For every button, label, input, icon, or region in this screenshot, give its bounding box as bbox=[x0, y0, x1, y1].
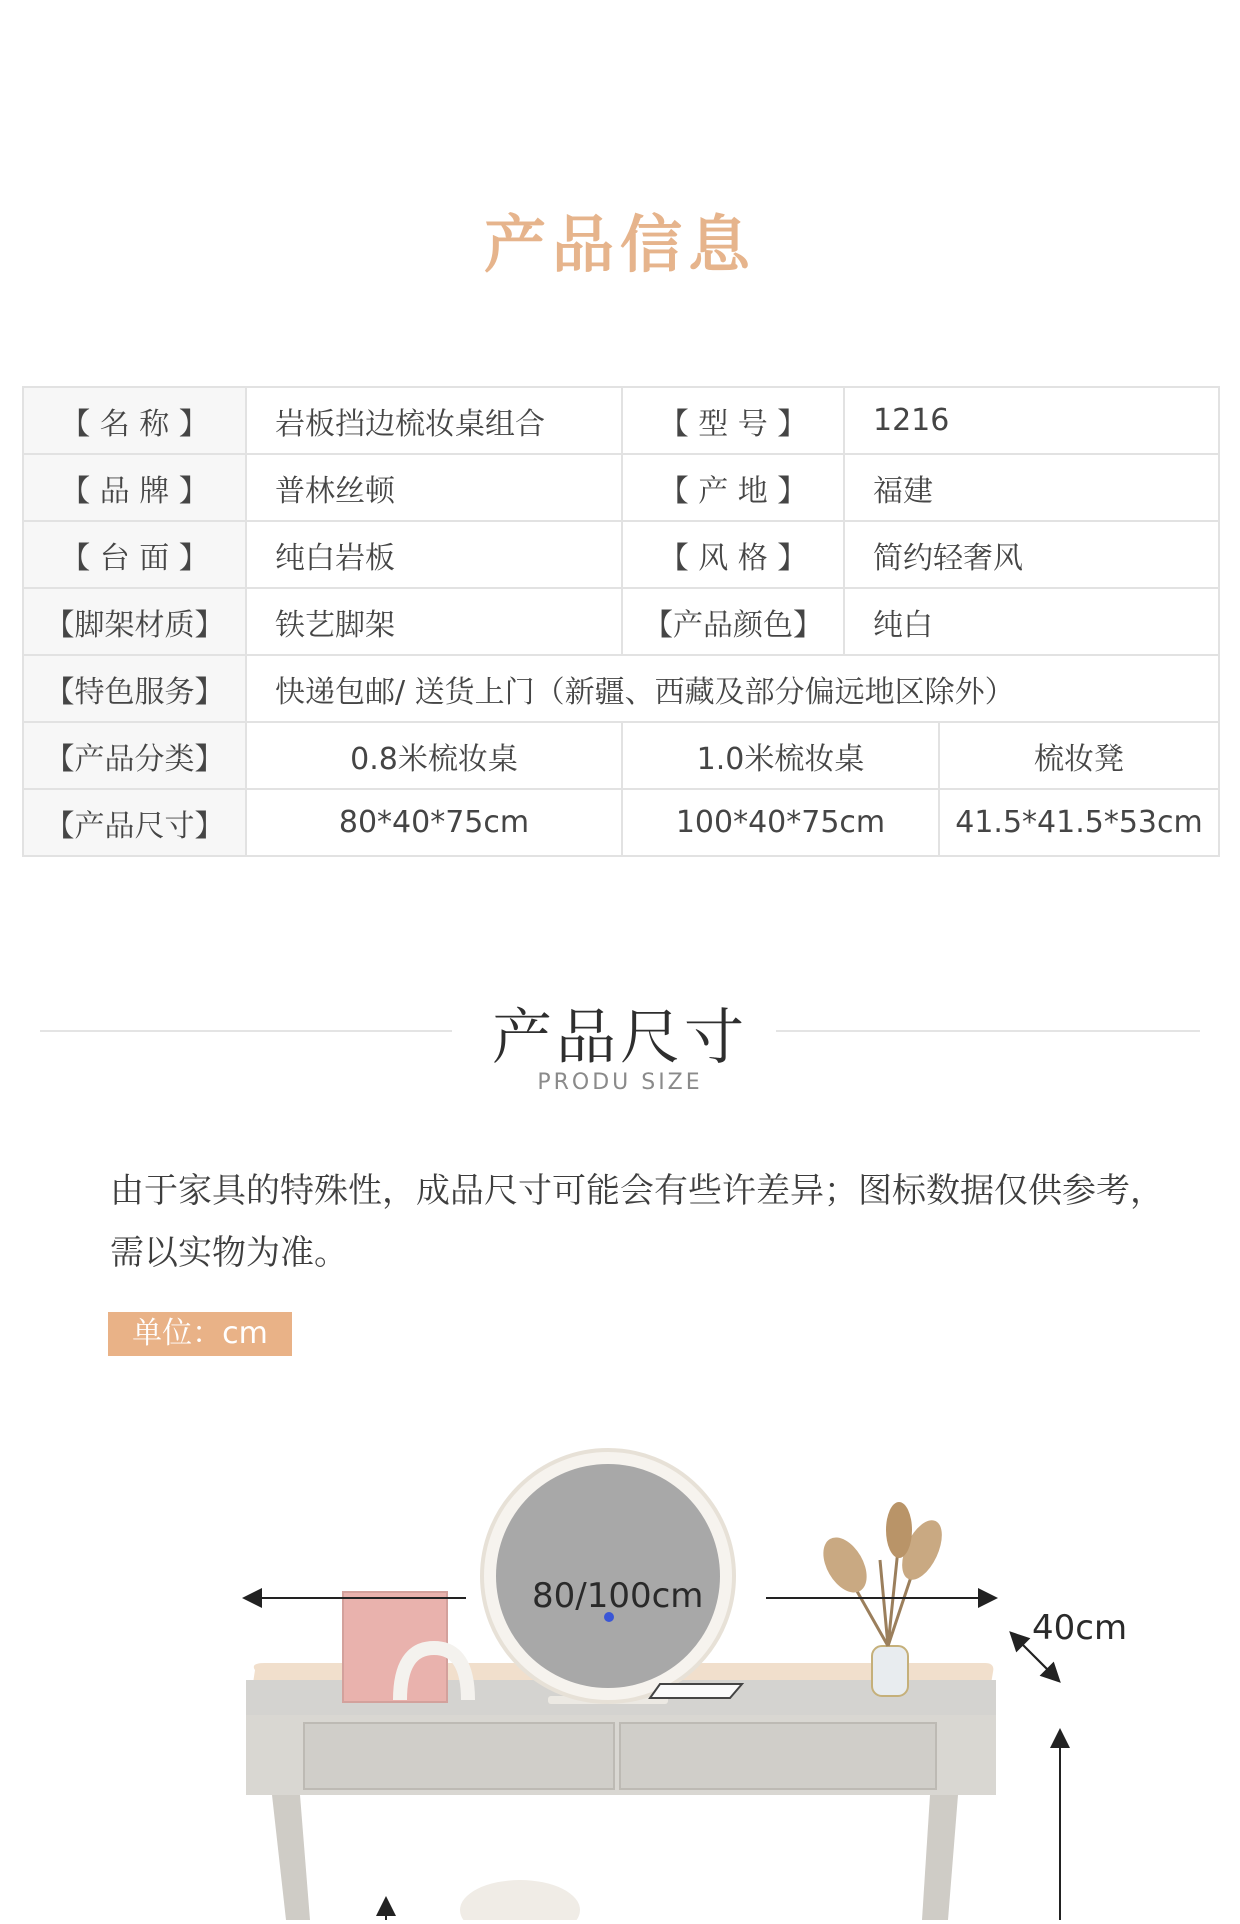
spec-size-value: 80*40*75cm bbox=[246, 789, 622, 856]
spec-value-service: 快递包邮/ 送货上门（新疆、西藏及部分偏远地区除外） bbox=[246, 655, 1219, 722]
spec-value-color: 纯白 bbox=[844, 588, 1219, 655]
width-dimension-label: 80/100cm bbox=[532, 1576, 704, 1616]
product-info-title: 产品信息 bbox=[483, 208, 756, 281]
table-row bbox=[23, 789, 1219, 856]
spec-value-name: 岩板挡边梳妆桌组合 bbox=[246, 387, 622, 454]
product-illustration bbox=[0, 1380, 1240, 1920]
spec-category-value: 1.0米梳妆桌 bbox=[622, 722, 939, 789]
spec-label-brand: 【 品 牌 】 bbox=[23, 454, 246, 521]
drawer-left bbox=[304, 1723, 614, 1789]
pampas bbox=[886, 1502, 912, 1558]
pampas bbox=[814, 1530, 875, 1600]
spec-category-value: 梳妆凳 bbox=[939, 722, 1219, 789]
size-disclaimer: 由于家具的特殊性，成品尺寸可能会有些许差异；图标数据仅供参考，需以实物为准。 bbox=[110, 1171, 1164, 1273]
spec-table bbox=[22, 386, 1220, 857]
spec-label-top: 【 台 面 】 bbox=[23, 521, 246, 588]
spec-label-size: 【产品尺寸】 bbox=[23, 789, 246, 856]
vase bbox=[872, 1646, 908, 1696]
table-row bbox=[23, 387, 1219, 454]
stool bbox=[460, 1880, 580, 1920]
depth-dimension-label: 40cm bbox=[1032, 1608, 1128, 1648]
table-row bbox=[23, 722, 1219, 789]
spec-value-origin: 福建 bbox=[844, 454, 1219, 521]
spec-label-style: 【 风 格 】 bbox=[622, 521, 844, 588]
leg bbox=[272, 1795, 310, 1920]
spec-label-model: 【 型 号 】 bbox=[622, 387, 844, 454]
table-row bbox=[23, 655, 1219, 722]
spec-label-category: 【产品分类】 bbox=[23, 722, 246, 789]
spec-label-color: 【产品颜色】 bbox=[622, 588, 844, 655]
spec-value-model: 1216 bbox=[844, 387, 1219, 454]
spec-label-origin: 【 产 地 】 bbox=[622, 454, 844, 521]
book bbox=[650, 1684, 742, 1698]
spec-value-brand: 普林丝顿 bbox=[246, 454, 622, 521]
table-row bbox=[23, 588, 1219, 655]
spec-size-value: 41.5*41.5*53cm bbox=[939, 789, 1219, 856]
product-size-title: 产品尺寸 bbox=[492, 1003, 748, 1073]
spec-value-leg-material: 铁艺脚架 bbox=[246, 588, 622, 655]
drawer-right bbox=[620, 1723, 936, 1789]
spec-category-value: 0.8米梳妆桌 bbox=[246, 722, 622, 789]
table-row bbox=[23, 454, 1219, 521]
dressing-table-image bbox=[0, 1380, 1240, 1920]
spec-size-value: 100*40*75cm bbox=[622, 789, 939, 856]
spec-label-leg-material: 【脚架材质】 bbox=[23, 588, 246, 655]
spec-value-style: 简约轻奢风 bbox=[844, 521, 1219, 588]
leg bbox=[922, 1795, 958, 1920]
spec-label-name: 【 名 称 】 bbox=[23, 387, 246, 454]
table-row bbox=[23, 521, 1219, 588]
spec-value-top: 纯白岩板 bbox=[246, 521, 622, 588]
unit-badge: 单位：cm bbox=[108, 1312, 292, 1356]
spec-label-service: 【特色服务】 bbox=[23, 655, 246, 722]
product-size-subtitle: PRODU SIZE bbox=[537, 1070, 703, 1095]
